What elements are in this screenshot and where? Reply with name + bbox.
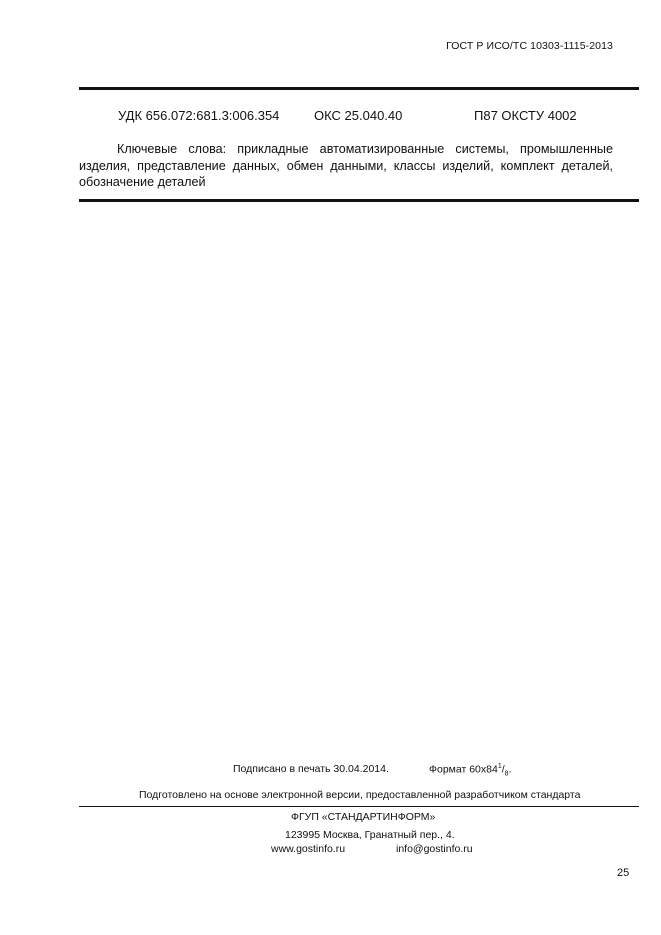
format-prefix: Формат 60x84 [429,763,498,776]
oks-code: ОКС 25.040.40 [314,108,403,123]
prepared-note: Подготовлено на основе электронной версии, предоставленной разработчиком стандарта [139,789,581,801]
publisher-email: info@gostinfo.ru [396,843,473,855]
format-suffix: . [508,763,512,776]
paper-format: Формат $60x84^1/_8$. [429,763,512,778]
format-denominator: 8 [504,770,509,778]
publisher-address: 123995 Москва, Гранатный пер., 4. [285,829,455,841]
bottom-rule [79,199,639,202]
imprint-rule [79,806,639,807]
format-numerator: 1 [497,763,502,770]
publisher-website: www.gostinfo.ru [271,843,346,855]
okstu-code: П87 ОКСТУ 4002 [474,108,577,123]
top-rule [79,87,639,90]
publisher-name: ФГУП «СТАНДАРТИНФОРМ» [291,811,436,823]
page-number: 25 [617,867,630,879]
keywords-paragraph: Ключевые слова: прикладные автоматизированные системы, промышленные изделия, представление данных, обмен данными, классы изделий, комплект деталей, обозначение деталей [79,142,613,189]
standard-code-header: ГОСТ Р ИСО/ТС 10303-1115-2013 [446,40,613,52]
signed-date: Подписано в печать 30.04.2014. [233,763,389,775]
udk-code: УДК 656.072:681.3:006.354 [118,108,280,123]
